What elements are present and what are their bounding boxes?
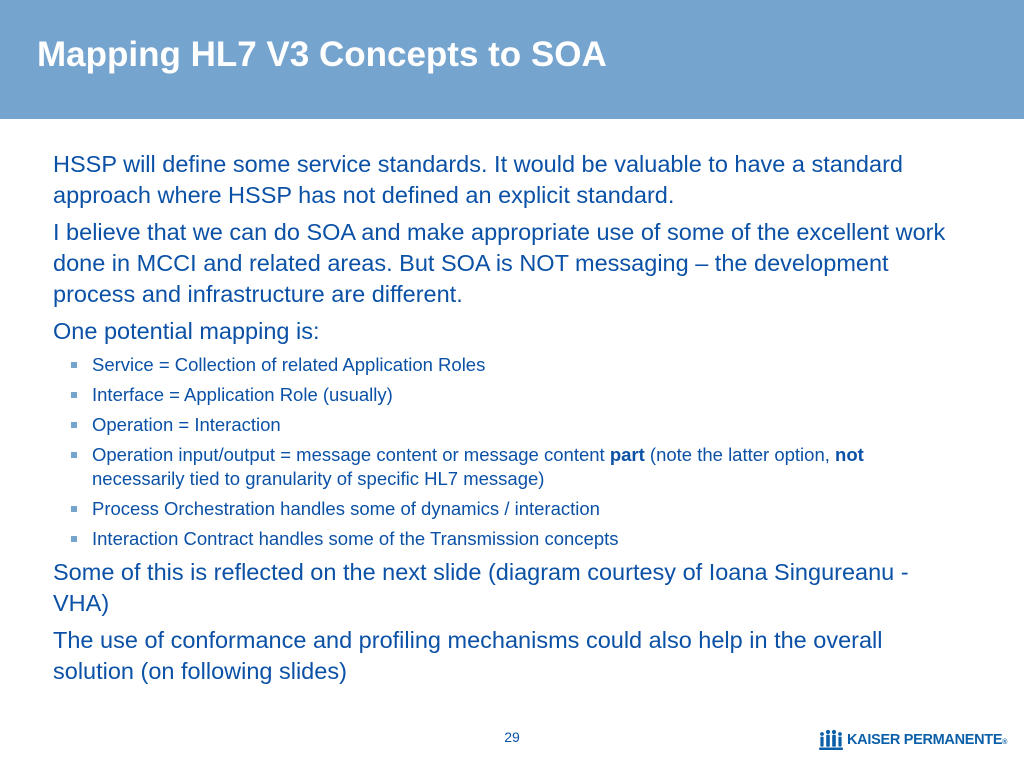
square-bullet-icon xyxy=(71,506,77,512)
bullet-text-segment: necessarily tied to granularity of specific HL7 message) xyxy=(92,467,545,489)
slide-body xyxy=(53,149,958,693)
paragraph-hssp: HSSP will define some service standards. It would be valuable to have a standard approach where HSSP has not defined an explicit standard. xyxy=(53,151,903,208)
paragraph-soa-belief: I believe that we can do SOA and make appropriate use of some of the excellent work done in MCCI and related areas. But SOA is NOT messaging – the development process and infrastructure are different. xyxy=(53,219,946,307)
title-bar xyxy=(0,0,1024,119)
bullet-item xyxy=(53,527,958,551)
bullet-bold-not: not xyxy=(835,444,864,465)
bullet-item xyxy=(53,413,958,437)
logo-wordmark xyxy=(847,732,1007,748)
bullet-text: Interaction Contract handles some of the Transmission concepts xyxy=(92,527,619,549)
square-bullet-icon xyxy=(71,392,77,398)
page-number: 29 xyxy=(504,729,520,745)
bullet-bold-part: part xyxy=(609,444,645,465)
kaiser-permanente-logo xyxy=(818,727,1007,753)
square-bullet-icon xyxy=(71,422,77,428)
square-bullet-icon xyxy=(71,362,77,368)
paragraph-mapping-intro: One potential mapping is: xyxy=(53,318,320,344)
bullet-text: Interface = Application Role (usually) xyxy=(92,384,393,405)
paragraph-conformance: The use of conformance and profiling mechanisms could also help in the overall solution (on following slides) xyxy=(53,626,883,684)
square-bullet-icon xyxy=(71,536,77,542)
registered-mark: ® xyxy=(1002,739,1008,746)
bullet-text-segment: (note the latter option, xyxy=(644,444,836,465)
bullet-item xyxy=(53,497,958,521)
bullet-text: Operation = Interaction xyxy=(92,414,281,435)
bullet-text-segment: Operation input/output = message content or message content xyxy=(92,444,610,465)
square-bullet-icon xyxy=(71,452,77,458)
kaiser-permanente-people-icon xyxy=(818,728,844,752)
bullet-item xyxy=(53,353,958,377)
logo-text: KAISER PERMANENTE xyxy=(847,732,1003,748)
bullet-item xyxy=(53,443,958,490)
bullet-text: Process Orchestration handles some of dynamics / interaction xyxy=(92,497,600,519)
bullet-item xyxy=(53,383,958,407)
bullet-text: Service = Collection of related Application Roles xyxy=(92,354,486,375)
slide-title: Mapping HL7 V3 Concepts to SOA xyxy=(37,35,607,74)
mapping-bullet-list xyxy=(53,353,958,550)
paragraph-next-slide: Some of this is reflected on the next slide (diagram courtesy of Ioana Singureanu - VHA) xyxy=(53,558,909,616)
